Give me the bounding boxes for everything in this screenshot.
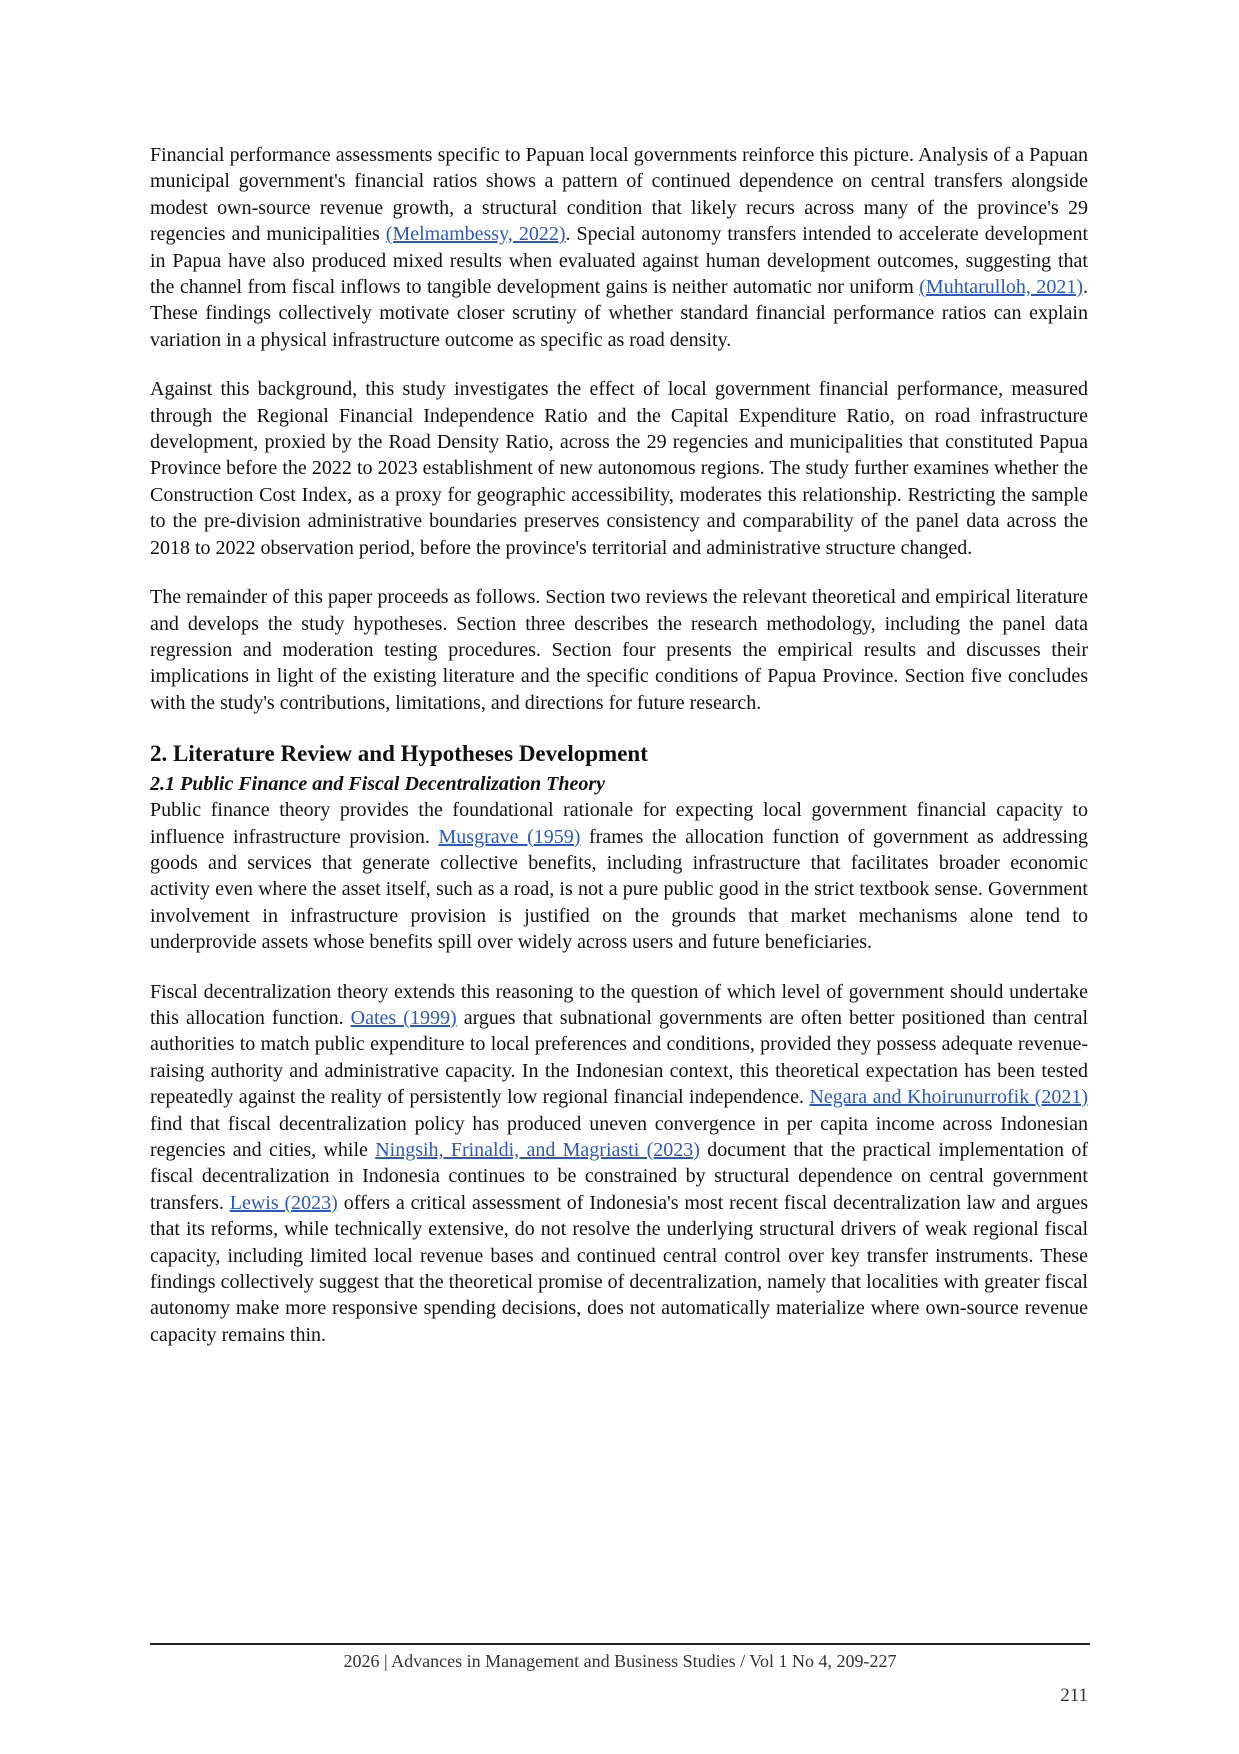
body-paragraph-3: The remainder of this paper proceeds as follows. Section two reviews the relevant theoretical and empirical literature and develops the study hypotheses. Section three describes the research methodology, including the panel data regression and moderation testing procedures. Section four presents the empirical results and discusses their implications in light of the existing literature and the specific conditions of Papua Province. Section five concludes with the study's contributions, limitations, and directions for future research. — [150, 586, 1088, 714]
citation-link-negara[interactable]: Negara and Khoirunurrofik (2021) — [809, 1086, 1088, 1109]
paragraph-text: document that the practical implementation of fiscal decentralization in Indonesia continues to be constrained by structural dependence on central government transfers. — [150, 1139, 1088, 1214]
paragraph-text: argues that subnational governments are often better positioned than central authorities to match public expenditure to local preferences and conditions, provided they possess adequate revenue-raising authority and administrative capacity. In the Indonesian context, this theoretical expectation has been tested repeatedly against the reality of persistently low regional financial independence. — [150, 1006, 1089, 1109]
page-number: 211 — [1060, 1685, 1088, 1706]
page-body — [150, 142, 1088, 1371]
paragraph-text: . Special autonomy transfers intended to accelerate development in Papua have also produced mixed results when evaluated against human development outcomes, suggesting that the channel from fiscal inflows to tangible development gains is neither automatic nor uniform — [150, 223, 1089, 299]
body-paragraph-5 — [150, 979, 1088, 1349]
footer-divider — [150, 1643, 1090, 1645]
section-heading: 2. Literature Review and Hypotheses Development — [150, 741, 648, 767]
journal-footer: 2026 | Advances in Management and Business Studies / Vol 1 No 4, 209-227 — [343, 1651, 897, 1671]
body-paragraph-4 — [150, 797, 1088, 955]
body-paragraph-1 — [150, 142, 1088, 353]
paragraph-text: offers a critical assessment of Indonesia's most recent fiscal decentralization law and argues that its reforms, while technically extensive, do not resolve the underlying structural drivers of weak regional fiscal capacity, including limited local revenue bases and continued central control over key transfer instruments. These findings collectively suggest that the theoretical promise of decentralization, namely that localities with greater fiscal autonomy make more responsive spending decisions, does not automatically materialize where own-source revenue capacity remains thin. — [150, 1191, 1089, 1346]
citation-link-oates[interactable]: Oates (1999) — [350, 1006, 457, 1029]
paragraph-text: Financial performance assessments specific to Papuan local governments reinforce this picture. Analysis of a Papuan municipal government's financial ratios shows a pattern of continued dependence on central transfers alongside modest own-source revenue growth, a structural condition that likely recurs across many of the province's 29 regencies and municipalities — [150, 144, 1088, 246]
body-paragraph-2: Against this background, this study investigates the effect of local government financial performance, measured through the Regional Financial Independence Ratio and the Capital Expenditure Ratio, on road infrastructure development, proxied by the Road Density Ratio, across the 29 regencies and municipalities that constituted Papua Province before the 2022 to 2023 establishment of new autonomous regions. The study further examines whether the Construction Cost Index, as a proxy for geographic accessibility, moderates this relationship. Restricting the sample to the pre-division administrative boundaries preserves consistency and comparability of the panel data across the 2018 to 2022 observation period, before the province's territorial and administrative structure changed. — [150, 378, 1088, 559]
citation-link-musgrave[interactable]: Musgrave (1959) — [438, 825, 581, 848]
paragraph-text: Fiscal decentralization theory extends this reasoning to the question of which level of government should undertake this allocation function. — [150, 980, 1088, 1029]
subsection-heading: 2.1 Public Finance and Fiscal Decentralization Theory — [150, 773, 606, 796]
paragraph-text: . These findings collectively motivate closer scrutiny of whether standard financial performance ratios can explain variation in a physical infrastructure outcome as specific as road density. — [150, 276, 1088, 351]
citation-link-lewis[interactable]: Lewis (2023) — [229, 1191, 338, 1214]
citation-link-ningsih[interactable]: Ningsih, Frinaldi, and Magriasti (2023) — [375, 1139, 700, 1161]
paragraph-text: frames the allocation function of government as addressing goods and services that generate collective benefits, including infrastructure that facilitates broader economic activity even where the asset itself, such as a road, is not a pure public good in the strict textbook sense. Government involvement in infrastructure provision is justified on the grounds that market mechanisms alone tend to underprovide assets whose benefits spill over widely across users and future beneficiaries. — [150, 825, 1088, 954]
citation-link-melmambessy[interactable]: (Melmambessy, 2022) — [385, 223, 566, 246]
paragraph-text: find that fiscal decentralization policy has produced uneven convergence in per capita income across Indonesian regencies and cities, while — [150, 1112, 1088, 1161]
citation-link-muhtarulloh[interactable]: (Muhtarulloh, 2021) — [919, 276, 1083, 299]
paragraph-text: Public finance theory provides the foundational rationale for expecting local government financial capacity to influence infrastructure provision. — [150, 799, 1088, 848]
